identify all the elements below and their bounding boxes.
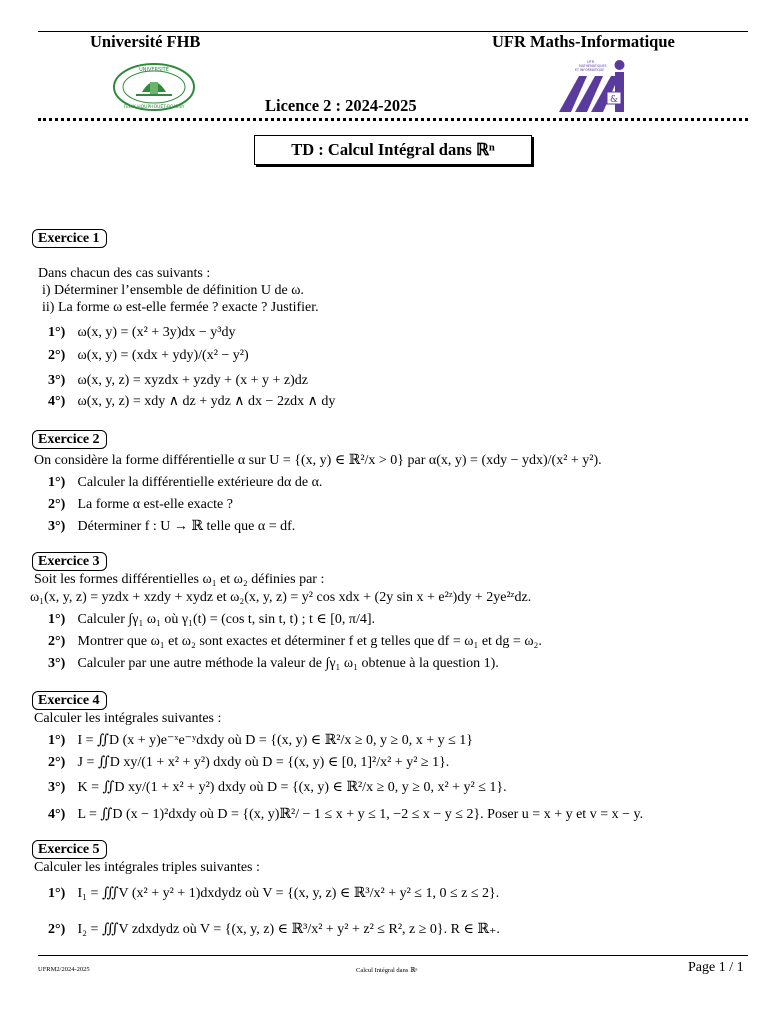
question-number: 1°) <box>48 325 66 340</box>
question-number: 2°) <box>48 755 66 770</box>
question-text: I = ∬D (x + y)e⁻ˣe⁻ʸdxdy où D = {(x, y) ∈ ℝ²/x ≥ 0, y ≥ 0, x + y ≤ 1} <box>77 733 474 748</box>
exercise-2-intro: On considère la forme différentielle α sur U = {(x, y) ∈ ℝ²/x > 0} par α(x, y) = (xdy − ydx)/(x² + y²). <box>34 453 602 468</box>
question-text: ω(x, y) = (xdx + ydy)/(x² − y²) <box>77 348 249 363</box>
exercise-4-question-4 <box>48 806 643 824</box>
question-number: 3°) <box>48 780 66 795</box>
question-text: La forme α est-elle exacte ? <box>77 497 233 512</box>
question-number: 1°) <box>48 475 66 490</box>
question-text: Déterminer f : U → ℝ telle que α = df. <box>77 519 296 534</box>
question-text: I₁ = ∭V (x² + y² + 1)dxdydz où V = {(x, y, z) ∈ ℝ³/x² + y² ≤ 1, 0 ≤ z ≤ 2}. <box>77 886 500 901</box>
exercise-3-formula: ω₁(x, y, z) = yzdx + xzdy + xydz et ω₂(x, y, z) = y² cos xdx + (2y sin x + e²ᶻ)dy + 2ye²ᶻdz. <box>30 590 532 605</box>
exercise-2-question-3 <box>48 518 295 536</box>
exercise-3-intro: Soit les formes différentielles ω₁ et ω₂ définies par : <box>34 572 325 587</box>
ufr-logo <box>557 58 632 114</box>
footer-reference: UFRM2/2024-2025 <box>38 966 90 973</box>
bottom-rule <box>38 955 748 956</box>
dotted-separator <box>38 118 748 121</box>
exercise-1-question-2 <box>48 347 249 365</box>
exercise-1-question-4 <box>48 393 335 411</box>
question-text: K = ∬D xy/(1 + x² + y²) dxdy où D = {(x, y) ∈ ℝ²/x ≥ 0, y ≥ 0, x² + y² ≤ 1}. <box>77 780 507 795</box>
question-text: I₂ = ∭V zdxdydz où V = {(x, y, z) ∈ ℝ³/x² + y² + z² ≤ R², z ≥ 0}. R ∈ ℝ₊. <box>77 922 500 937</box>
exercise-5-question-1 <box>48 885 499 903</box>
exercise-4-question-1 <box>48 732 473 750</box>
svg-text:FÉLIX HOUPHOUËT-BOIGNY: FÉLIX HOUPHOUËT-BOIGNY <box>123 105 185 110</box>
exercise-1-item-i: i) Déterminer l’ensemble de définition U de ω. <box>42 283 304 298</box>
footer-title: Calcul Intégral dans ℝⁿ <box>356 967 418 974</box>
question-text: J = ∬D xy/(1 + x² + y²) dxdy où D = {(x, y) ∈ [0, 1]²/x² + y² ≥ 1}. <box>77 755 450 770</box>
svg-text:MATHÉMATIQUES: MATHÉMATIQUES <box>579 64 607 68</box>
university-name: Université FHB <box>90 32 201 51</box>
exercise-5-question-2 <box>48 921 500 939</box>
exercise-3-question-3 <box>48 655 499 673</box>
exercise-5-intro: Calculer les intégrales triples suivantes : <box>34 860 260 875</box>
exercise-2-title: Exercice 2 <box>32 430 107 449</box>
exercise-1-question-1 <box>48 324 235 342</box>
exercise-4-question-3 <box>48 779 507 797</box>
page-number: Page 1 / 1 <box>688 960 744 975</box>
question-number: 1°) <box>48 612 66 627</box>
document-title: TD : Calcul Intégral dans ℝⁿ <box>254 135 532 165</box>
question-number: 3°) <box>48 373 66 388</box>
question-number: 3°) <box>48 519 66 534</box>
question-number: 3°) <box>48 656 66 671</box>
svg-text:&: & <box>609 95 619 105</box>
question-text: Calculer par une autre méthode la valeur de ∫γ₁ ω₁ obtenue à la question 1). <box>77 656 499 671</box>
question-text: ω(x, y) = (x² + 3y)dx − y³dy <box>77 325 236 340</box>
ufr-name: UFR Maths-Informatique <box>492 32 675 51</box>
question-number: 2°) <box>48 922 66 937</box>
exercise-3-question-2 <box>48 633 542 651</box>
exercise-3-title: Exercice 3 <box>32 552 107 571</box>
question-text: Montrer que ω₁ et ω₂ sont exactes et déterminer f et g telles que df = ω₁ et dg = ω₂. <box>77 634 542 649</box>
question-text: Calculer la différentielle extérieure dα de α. <box>77 475 323 490</box>
exercise-1-title: Exercice 1 <box>32 229 107 248</box>
svg-text:UNIVERSITÉ: UNIVERSITÉ <box>139 67 169 73</box>
question-number: 2°) <box>48 348 66 363</box>
question-number: 1°) <box>48 886 66 901</box>
exercise-2-question-2 <box>48 496 233 514</box>
exercise-4-question-2 <box>48 754 449 772</box>
question-number: 4°) <box>48 807 66 822</box>
question-number: 4°) <box>48 394 66 409</box>
university-logo <box>112 62 196 112</box>
question-number: 2°) <box>48 497 66 512</box>
exercise-4-intro: Calculer les intégrales suivantes : <box>34 711 222 726</box>
question-text: L = ∬D (x − 1)²dxdy où D = {(x, y)ℝ²/ − 1 ≤ x + y ≤ 1, −2 ≤ x − y ≤ 2}. Poser u = x + y et v = x − y. <box>77 807 644 822</box>
exercise-1-intro: Dans chacun des cas suivants : <box>38 266 211 281</box>
exercise-3-question-1 <box>48 611 375 629</box>
question-text: Calculer ∫γ₁ ω₁ où γ₁(t) = (cos t, sin t, t) ; t ∈ [0, π/4]. <box>77 612 376 627</box>
question-number: 1°) <box>48 733 66 748</box>
exercise-2-question-1 <box>48 474 322 492</box>
svg-text:UFR: UFR <box>587 60 595 64</box>
exercise-5-title: Exercice 5 <box>32 840 107 859</box>
exercise-4-title: Exercice 4 <box>32 691 107 710</box>
question-text: ω(x, y, z) = xdy ∧ dz + ydz ∧ dx − 2zdx ∧ dy <box>77 394 336 409</box>
exercise-1-item-ii: ii) La forme ω est-elle fermée ? exacte ? Justifier. <box>42 300 319 315</box>
svg-text:ET INFORMATIQUE: ET INFORMATIQUE <box>575 68 605 72</box>
question-text: ω(x, y, z) = xyzdx + yzdy + (x + y + z)dz <box>77 373 309 388</box>
exercise-1-question-3 <box>48 372 308 390</box>
question-number: 2°) <box>48 634 66 649</box>
academic-year: Licence 2 : 2024-2025 <box>265 96 417 115</box>
